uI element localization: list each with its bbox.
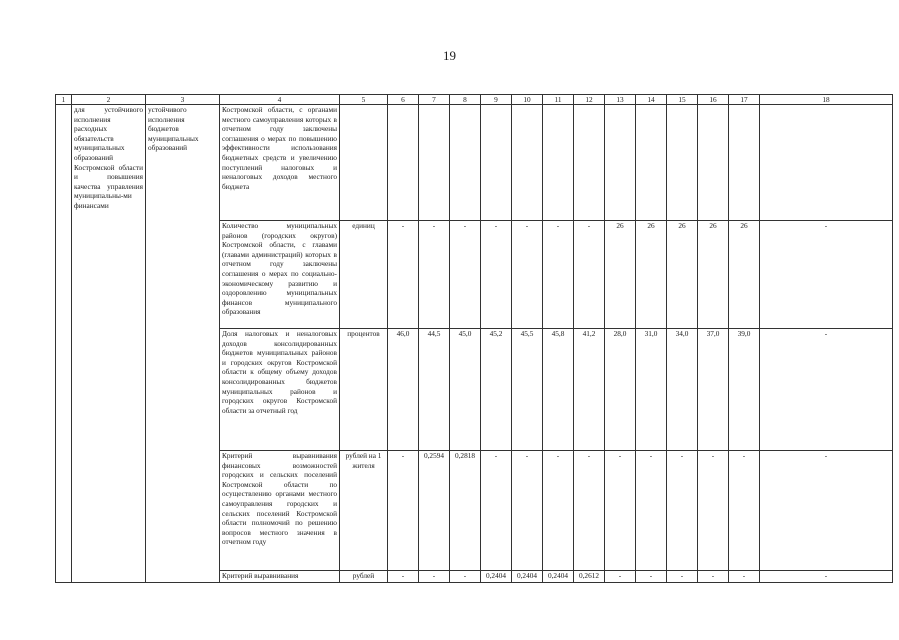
task-description-cell: для устойчивого исполнения расходных обязательств муниципальных образований Костромской области и повышения качества управления муниципальны-ми финансами bbox=[72, 105, 146, 583]
value-cell: 45,8 bbox=[543, 329, 574, 451]
column-number-17: 17 bbox=[729, 95, 760, 105]
unit-cell bbox=[340, 105, 388, 221]
column-number-2: 2 bbox=[72, 95, 146, 105]
indicator-name-cell: Костромской области, с органами местного самоуправления которых в отчетном году заключены соглашения о мерах по повышению эффективности использования бюджетных средств и увеличению поступлений налоговых и неналоговых доходов местного бюджета bbox=[220, 105, 340, 221]
value-cell: 45,2 bbox=[481, 329, 512, 451]
value-cell: - bbox=[481, 221, 512, 329]
column-number-9: 9 bbox=[481, 95, 512, 105]
value-cell: - bbox=[698, 451, 729, 571]
value-cell: - bbox=[388, 571, 419, 583]
indicator-name-cell: Количество муниципальных районов (городских округов) Костромской области, с главами (главами администраций) которых в отчетном году заключены соглашения о мерах по социально-экономическому развитию и оздоровлению муниципальных финансов муниципального образования bbox=[220, 221, 340, 329]
value-cell bbox=[543, 105, 574, 221]
note-cell: - bbox=[760, 221, 893, 329]
value-cell bbox=[636, 105, 667, 221]
column-number-14: 14 bbox=[636, 95, 667, 105]
value-cell: - bbox=[388, 451, 419, 571]
value-cell: 39,0 bbox=[729, 329, 760, 451]
value-cell: - bbox=[605, 571, 636, 583]
value-cell: - bbox=[512, 221, 543, 329]
value-cell: - bbox=[450, 221, 481, 329]
column-number-1: 1 bbox=[56, 95, 72, 105]
unit-cell: рублей bbox=[340, 571, 388, 583]
column-number-11: 11 bbox=[543, 95, 574, 105]
page-number: 19 bbox=[443, 48, 456, 63]
value-cell: - bbox=[636, 451, 667, 571]
value-cell: 0,2594 bbox=[419, 451, 450, 571]
value-cell: 0,2404 bbox=[512, 571, 543, 583]
value-cell: 26 bbox=[698, 221, 729, 329]
note-cell: - bbox=[760, 329, 893, 451]
note-cell bbox=[760, 105, 893, 221]
value-cell: 0,2404 bbox=[481, 571, 512, 583]
value-cell: - bbox=[574, 221, 605, 329]
value-cell: 26 bbox=[729, 221, 760, 329]
indicator-name-cell: Критерий выравнивания bbox=[220, 571, 340, 583]
value-cell: - bbox=[512, 451, 543, 571]
value-cell: - bbox=[543, 451, 574, 571]
value-cell: 0,2818 bbox=[450, 451, 481, 571]
indicator-name-cell: Доля налоговых и неналоговых доходов консолидированных бюджетов муниципальных районов и городских округов Костромской области к общему объему доходов консолидированных бюджетов муниципальных районов и городских округов Костромской области за отчетный год bbox=[220, 329, 340, 451]
value-cell: - bbox=[450, 571, 481, 583]
column-number-3: 3 bbox=[146, 95, 220, 105]
value-cell bbox=[605, 105, 636, 221]
value-cell bbox=[388, 105, 419, 221]
note-cell: - bbox=[760, 451, 893, 571]
column-number-5: 5 bbox=[340, 95, 388, 105]
value-cell bbox=[419, 105, 450, 221]
value-cell: - bbox=[698, 571, 729, 583]
value-cell bbox=[450, 105, 481, 221]
value-cell: 37,0 bbox=[698, 329, 729, 451]
unit-cell: рублей на 1 жителя bbox=[340, 451, 388, 571]
value-cell: - bbox=[419, 221, 450, 329]
value-cell: 46,0 bbox=[388, 329, 419, 451]
value-cell: - bbox=[605, 451, 636, 571]
column-number-header-row bbox=[56, 95, 893, 105]
column-number-16: 16 bbox=[698, 95, 729, 105]
value-cell: - bbox=[667, 451, 698, 571]
column-number-12: 12 bbox=[574, 95, 605, 105]
column-number-7: 7 bbox=[419, 95, 450, 105]
indicator-name-cell: Критерий выравнивания финансовых возможностей городских и сельских поселений Костромской области по осуществлению органами местного самоуправления городских и сельских поселений Костромской области полномочий по решению вопросов местного значения в отчетном году bbox=[220, 451, 340, 571]
unit-cell: единиц bbox=[340, 221, 388, 329]
value-cell bbox=[574, 105, 605, 221]
value-cell: - bbox=[419, 571, 450, 583]
goal-description-cell: устойчивого исполнения бюджетов муниципальных образований bbox=[146, 105, 220, 583]
column-number-13: 13 bbox=[605, 95, 636, 105]
value-cell: 26 bbox=[667, 221, 698, 329]
column-number-18: 18 bbox=[760, 95, 893, 105]
unit-cell: процентов bbox=[340, 329, 388, 451]
value-cell: 41,2 bbox=[574, 329, 605, 451]
value-cell: 26 bbox=[636, 221, 667, 329]
value-cell bbox=[667, 105, 698, 221]
value-cell: - bbox=[543, 221, 574, 329]
value-cell bbox=[481, 105, 512, 221]
indicators-table bbox=[55, 94, 893, 583]
value-cell: 45,0 bbox=[450, 329, 481, 451]
value-cell: 44,5 bbox=[419, 329, 450, 451]
value-cell: 31,0 bbox=[636, 329, 667, 451]
value-cell: - bbox=[388, 221, 419, 329]
indicator-row bbox=[56, 105, 893, 221]
value-cell bbox=[729, 105, 760, 221]
value-cell: - bbox=[636, 571, 667, 583]
note-cell: - bbox=[760, 571, 893, 583]
value-cell: - bbox=[481, 451, 512, 571]
value-cell: - bbox=[574, 451, 605, 571]
value-cell: 0,2612 bbox=[574, 571, 605, 583]
column-number-10: 10 bbox=[512, 95, 543, 105]
row-number-cell bbox=[56, 105, 72, 583]
value-cell: 34,0 bbox=[667, 329, 698, 451]
value-cell: - bbox=[667, 571, 698, 583]
value-cell bbox=[698, 105, 729, 221]
value-cell: 45,5 bbox=[512, 329, 543, 451]
column-number-15: 15 bbox=[667, 95, 698, 105]
value-cell: - bbox=[729, 451, 760, 571]
value-cell: - bbox=[729, 571, 760, 583]
column-number-6: 6 bbox=[388, 95, 419, 105]
column-number-8: 8 bbox=[450, 95, 481, 105]
value-cell: 28,0 bbox=[605, 329, 636, 451]
value-cell bbox=[512, 105, 543, 221]
value-cell: 0,2404 bbox=[543, 571, 574, 583]
column-number-4: 4 bbox=[220, 95, 340, 105]
value-cell: 26 bbox=[605, 221, 636, 329]
